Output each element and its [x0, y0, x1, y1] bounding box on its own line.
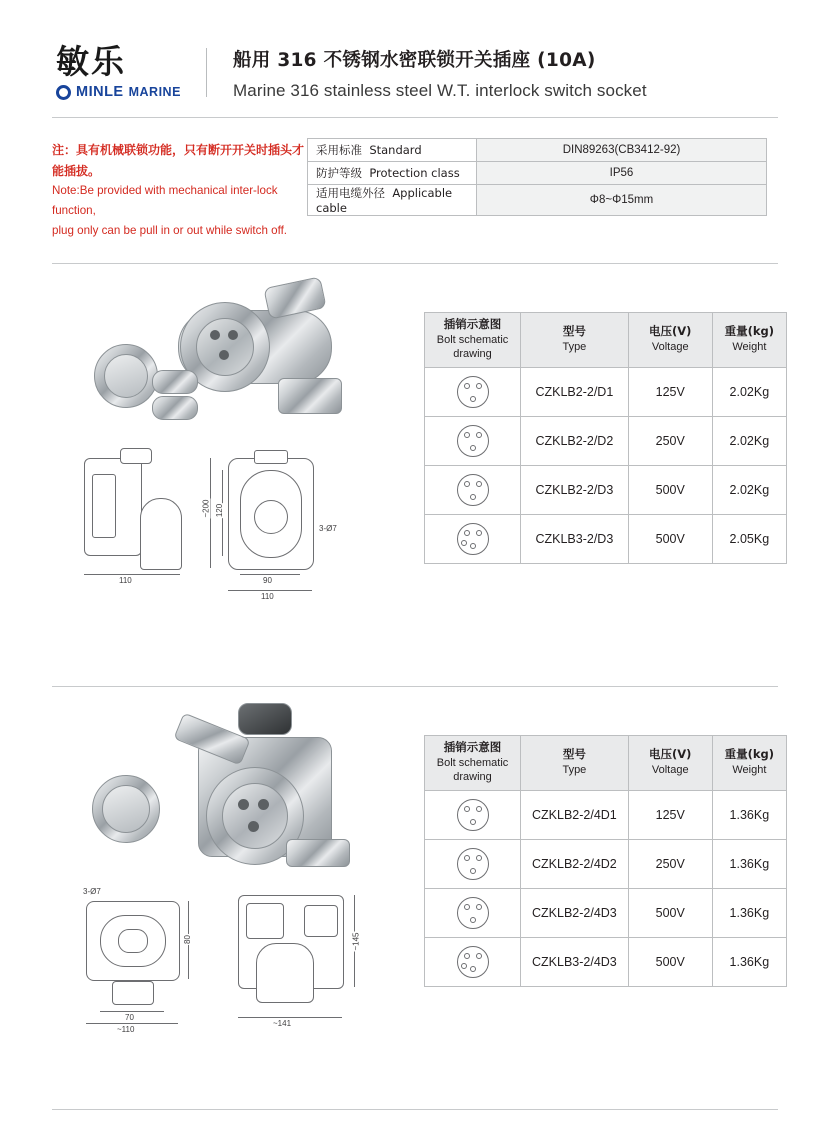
- dim-label-120: 120: [215, 503, 225, 518]
- cell-voltage-1-1: 125V: [628, 368, 712, 417]
- spec-value-protection: IP56: [477, 162, 767, 185]
- brand-logo: [52, 41, 196, 101]
- cell-type-2-1: CZKLB2-2/4D1: [521, 791, 629, 840]
- socket-pin-2-3: [248, 821, 259, 832]
- cell-weight-2-4: 1.36Kg: [712, 938, 786, 987]
- cell-bolt-2-4: [425, 938, 521, 987]
- cell-bolt-1-4: [425, 515, 521, 564]
- cell-weight-1-2: 2.02Kg: [712, 417, 786, 466]
- th-weight-cn-1: 重量(kg): [724, 324, 775, 339]
- technical-drawing-2: [60, 885, 390, 1035]
- note-line-en-1: Note:Be provided with mechanical inter-lock function,: [52, 184, 278, 218]
- spec-label-cable-cn: 适用电缆外径: [316, 186, 385, 200]
- table-row: [425, 515, 787, 564]
- socket-pin-3: [219, 350, 229, 360]
- brand-mark-icon: [56, 85, 71, 100]
- th-type-1: [521, 313, 629, 368]
- header-divider: [206, 48, 207, 97]
- specification-table: [307, 138, 767, 216]
- protective-cap-inner-2: [102, 785, 150, 833]
- front-view-socket-2: [118, 929, 148, 953]
- dim-label-110-b: 110: [261, 592, 274, 602]
- cell-weight-1-4: 2.05Kg: [712, 515, 786, 564]
- th-type-en-2: Type: [562, 764, 587, 776]
- note-and-spec: [52, 138, 778, 241]
- th-voltage-cn-2: 电压(V): [649, 747, 692, 762]
- socket-pin-1: [210, 330, 220, 340]
- dim-line-h-1: [84, 574, 180, 575]
- note-line-en-2: plug only can be pull in or out while switch off.: [52, 224, 288, 238]
- brand-logo-cn: 敏乐: [56, 41, 126, 81]
- th-weight-cn-2: 重量(kg): [724, 747, 775, 762]
- cell-bolt-1-1: [425, 368, 521, 417]
- page-header: [52, 0, 778, 117]
- brand-name-primary: MINLE: [76, 84, 124, 101]
- th-type-cn-1: 型号: [562, 324, 586, 339]
- cell-voltage-2-1: 125V: [628, 791, 712, 840]
- spec-row-protection: [308, 162, 767, 185]
- page-title-en: Marine 316 stainless steel W.T. interlock switch socket: [233, 81, 647, 100]
- table-row: [425, 466, 787, 515]
- side-view-lever: [120, 448, 152, 464]
- socket-pin-2-2: [258, 799, 269, 810]
- cell-type-1-1: CZKLB2-2/D1: [521, 368, 629, 417]
- spec-label-standard: [308, 139, 477, 162]
- spec-row-standard: [308, 139, 767, 162]
- table-row: [425, 791, 787, 840]
- product-figures-2: [52, 687, 412, 1087]
- bolt-schematic-icon: [457, 799, 489, 831]
- page-title-cn: 船用 316 不锈钢水密联锁开关插座 (10A): [233, 50, 596, 71]
- cell-weight-1-1: 2.02Kg: [712, 368, 786, 417]
- cell-type-1-4: CZKLB3-2/D3: [521, 515, 629, 564]
- cell-voltage-2-4: 500V: [628, 938, 712, 987]
- bolt-schematic-icon: [457, 848, 489, 880]
- product-photo-2: [70, 701, 370, 891]
- dim-label-90: 90: [263, 576, 272, 586]
- socket-contact-plate-2: [222, 783, 288, 849]
- cell-bolt-1-2: [425, 417, 521, 466]
- cell-voltage-2-3: 500V: [628, 889, 712, 938]
- bolt-schematic-icon: [457, 523, 489, 555]
- brand-logo-en: [56, 84, 196, 100]
- side-view-cap: [140, 498, 182, 570]
- table-header-row-1: [425, 313, 787, 368]
- spec-label-protection-cn: 防护等级: [316, 166, 362, 180]
- cell-voltage-1-2: 250V: [628, 417, 712, 466]
- side-view-detail: [92, 474, 116, 538]
- brand-name-secondary: MARINE: [128, 85, 181, 100]
- dim-label-3x7-2: 3-Ø7: [83, 887, 101, 897]
- cell-bolt-2-2: [425, 840, 521, 889]
- product-section-2: [52, 687, 778, 1087]
- cell-type-2-4: CZKLB3-2/4D3: [521, 938, 629, 987]
- th-bolt-1: [425, 313, 521, 368]
- front-view-gland-2: [112, 981, 154, 1005]
- product-table-2: [424, 735, 787, 987]
- dim-line-h-2: [240, 574, 300, 575]
- mounting-bracket-2: [286, 839, 350, 867]
- product-table-1-wrap: [412, 264, 787, 664]
- side-view-switch-2: [304, 905, 338, 937]
- dim-label-141: ~141: [273, 1019, 292, 1029]
- cell-type-1-3: CZKLB2-2/D3: [521, 466, 629, 515]
- th-weight-en-2: Weight: [732, 764, 767, 776]
- bolt-schematic-icon: [457, 897, 489, 929]
- cell-weight-2-2: 1.36Kg: [712, 840, 786, 889]
- product-section-1: [52, 264, 778, 664]
- side-view-socket-2: [246, 903, 284, 939]
- table-row: [425, 368, 787, 417]
- spec-label-standard-cn: 采用标准: [316, 143, 362, 157]
- cell-bolt-2-3: [425, 889, 521, 938]
- th-voltage-2: [628, 736, 712, 791]
- socket-contact-plate: [196, 318, 254, 376]
- table-header-row-2: [425, 736, 787, 791]
- technical-drawing-1: [62, 444, 382, 614]
- spec-label-cable-en: Applicable cable: [316, 186, 453, 215]
- table-row: [425, 889, 787, 938]
- th-weight-2: [712, 736, 786, 791]
- cell-voltage-1-3: 500V: [628, 466, 712, 515]
- th-type-en-1: Type: [562, 341, 587, 353]
- dim-label-145: ~145: [351, 932, 361, 951]
- th-weight-en-1: Weight: [732, 341, 767, 353]
- switch-knob: [238, 703, 292, 735]
- th-voltage-en-1: Voltage: [651, 341, 689, 353]
- dim-label-110-c: ~110: [117, 1025, 135, 1035]
- spec-row-cable: [308, 185, 767, 216]
- dim-label-70: 70: [125, 1013, 134, 1023]
- mounting-bracket: [278, 378, 342, 414]
- section-rule-bottom: [52, 1109, 778, 1110]
- dim-line-h-3: [228, 590, 312, 591]
- bolt-schematic-icon: [457, 946, 489, 978]
- cell-bolt-1-3: [425, 466, 521, 515]
- socket-pin-2-1: [238, 799, 249, 810]
- table-row: [425, 840, 787, 889]
- th-weight-1: [712, 313, 786, 368]
- interlock-note: [52, 138, 307, 241]
- product-photo-1: [70, 274, 370, 454]
- th-voltage-cn-1: 电压(V): [649, 324, 692, 339]
- cell-type-1-2: CZKLB2-2/D2: [521, 417, 629, 466]
- switch-lever: [263, 276, 326, 319]
- spec-label-standard-en: Standard: [369, 143, 422, 157]
- cell-weight-2-3: 1.36Kg: [712, 889, 786, 938]
- spec-value-standard: DIN89263(CB3412-92): [477, 139, 767, 162]
- product-table-1: [424, 312, 787, 564]
- table-row: [425, 417, 787, 466]
- bolt-schematic-icon: [457, 425, 489, 457]
- header-rule: [52, 117, 778, 118]
- th-type-2: [521, 736, 629, 791]
- cell-bolt-2-1: [425, 791, 521, 840]
- socket-pin-2: [228, 330, 238, 340]
- cell-voltage-1-4: 500V: [628, 515, 712, 564]
- th-voltage-en-2: Voltage: [651, 764, 689, 776]
- dim-label-110-a: 110: [119, 576, 132, 586]
- th-type-cn-2: 型号: [562, 747, 586, 762]
- note-line-cn: 注：具有机械联锁功能，只有断开开关时插头才能插拔。: [52, 143, 305, 178]
- product-figures-1: [52, 264, 412, 664]
- cell-type-2-2: CZKLB2-2/4D2: [521, 840, 629, 889]
- bolt-schematic-icon: [457, 376, 489, 408]
- cable-gland-1: [152, 370, 198, 394]
- page-title: [233, 44, 647, 101]
- product-table-2-wrap: [412, 687, 787, 1087]
- th-bolt-cn-1: 插销示意图: [443, 317, 502, 332]
- side-view-cap-2: [256, 943, 314, 1003]
- cell-weight-1-3: 2.02Kg: [712, 466, 786, 515]
- bolt-schematic-icon: [457, 474, 489, 506]
- th-bolt-cn-2: 插销示意图: [443, 740, 502, 755]
- dim-line-h-5: [86, 1023, 178, 1024]
- th-bolt-2: [425, 736, 521, 791]
- cell-weight-2-1: 1.36Kg: [712, 791, 786, 840]
- th-voltage-1: [628, 313, 712, 368]
- cell-voltage-2-2: 250V: [628, 840, 712, 889]
- th-bolt-en-1: Bolt schematic drawing: [436, 333, 509, 361]
- front-view-lever: [254, 450, 288, 464]
- spec-label-protection: [308, 162, 477, 185]
- front-view-socket: [254, 500, 288, 534]
- protective-cap-inner: [104, 354, 148, 398]
- cable-gland-2: [152, 396, 198, 420]
- spec-label-cable: [308, 185, 477, 216]
- dim-line-h-4: [100, 1011, 164, 1012]
- spec-label-protection-en: Protection class: [369, 166, 460, 180]
- th-bolt-en-2: Bolt schematic drawing: [436, 756, 509, 784]
- dim-label-80: 80: [182, 935, 192, 945]
- dim-line-h-6: [238, 1017, 342, 1018]
- spec-value-cable: Φ8~Φ15mm: [477, 185, 767, 216]
- table-row: [425, 938, 787, 987]
- dim-label-3x7: 3-Ø7: [319, 524, 337, 534]
- dim-label-200: ~200: [201, 499, 211, 518]
- cell-type-2-3: CZKLB2-2/4D3: [521, 889, 629, 938]
